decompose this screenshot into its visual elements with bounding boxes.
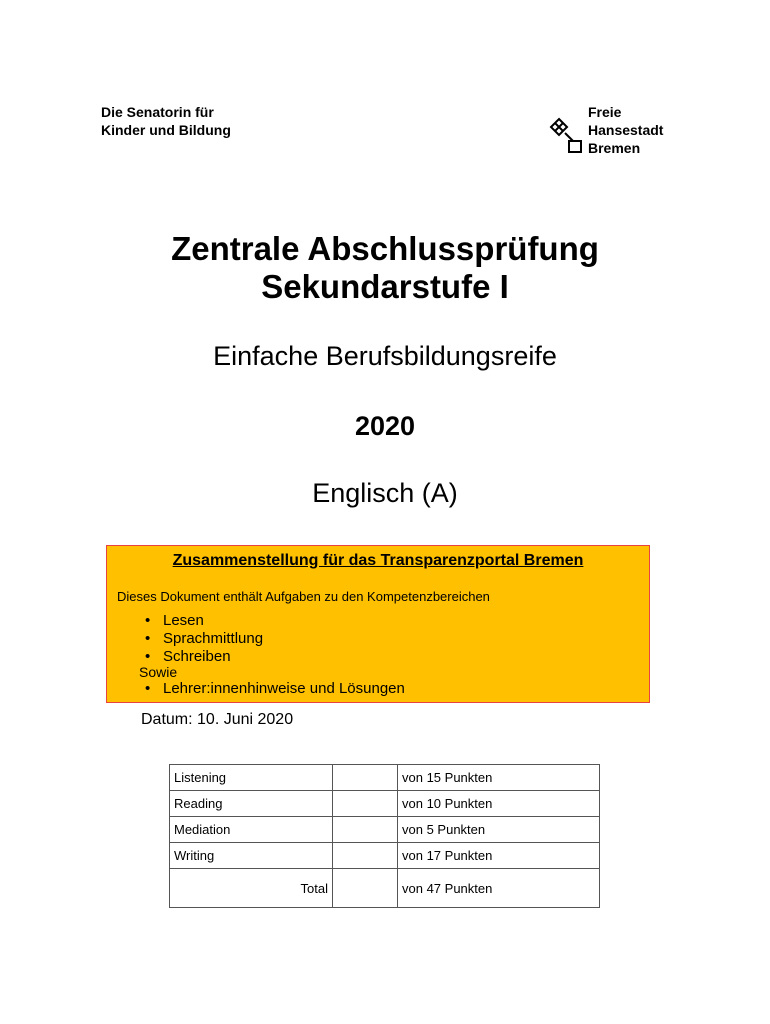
exam-year: 2020 [354, 411, 416, 441]
score-table [169, 764, 600, 908]
section-points: von 17 Punkten [398, 843, 600, 869]
bremen-key-icon [545, 113, 583, 155]
section-label: Writing [170, 843, 333, 869]
section-label: Reading [170, 791, 333, 817]
title-line-1: Zentrale Abschlussprüfung [171, 230, 599, 267]
list-item: • Sprachmittlung [137, 630, 263, 648]
table-row [170, 843, 600, 869]
transparency-notice [106, 545, 650, 703]
list-item: • Lesen [137, 612, 263, 630]
notice-sowie: Sowie [139, 664, 178, 680]
total-label: Total [170, 869, 333, 908]
table-row [170, 791, 600, 817]
issuer-line-2: Kinder und Bildung [101, 122, 231, 138]
competence-list [137, 612, 263, 666]
total-row [170, 869, 600, 908]
score-input-cell [333, 817, 398, 843]
section-points: von 10 Punkten [398, 791, 600, 817]
notice-intro: Dieses Dokument enthält Aufgaben zu den Kompetenzbereichen [117, 589, 490, 604]
extra-list [137, 680, 405, 698]
state-block [588, 103, 663, 157]
exam-subject: Englisch (A) [312, 478, 458, 508]
issuer-line-1: Die Senatorin für [101, 104, 214, 120]
document-title [0, 230, 770, 306]
score-input-cell [333, 791, 398, 817]
section-label: Listening [170, 765, 333, 791]
list-item: • Schreiben [137, 648, 263, 666]
section-label: Mediation [170, 817, 333, 843]
score-input-cell [333, 843, 398, 869]
table-row [170, 817, 600, 843]
total-points: von 47 Punkten [398, 869, 600, 908]
title-line-2: Sekundarstufe I [261, 268, 509, 305]
state-line-3: Bremen [588, 140, 641, 156]
notice-title: Zusammenstellung für das Transparenzportal Bremen [172, 552, 584, 569]
score-input-cell [333, 869, 398, 908]
section-points: von 5 Punkten [398, 817, 600, 843]
state-line-1: Freie [588, 104, 622, 120]
list-item: • Lehrer:innenhinweise und Lösungen [137, 680, 405, 698]
document-subtitle: Einfache Berufsbildungsreife [213, 341, 557, 371]
score-input-cell [333, 765, 398, 791]
section-points: von 15 Punkten [398, 765, 600, 791]
issuer-block [101, 103, 231, 139]
table-row [170, 765, 600, 791]
exam-date: Datum: 10. Juni 2020 [141, 711, 294, 728]
state-line-2: Hansestadt [588, 122, 664, 138]
